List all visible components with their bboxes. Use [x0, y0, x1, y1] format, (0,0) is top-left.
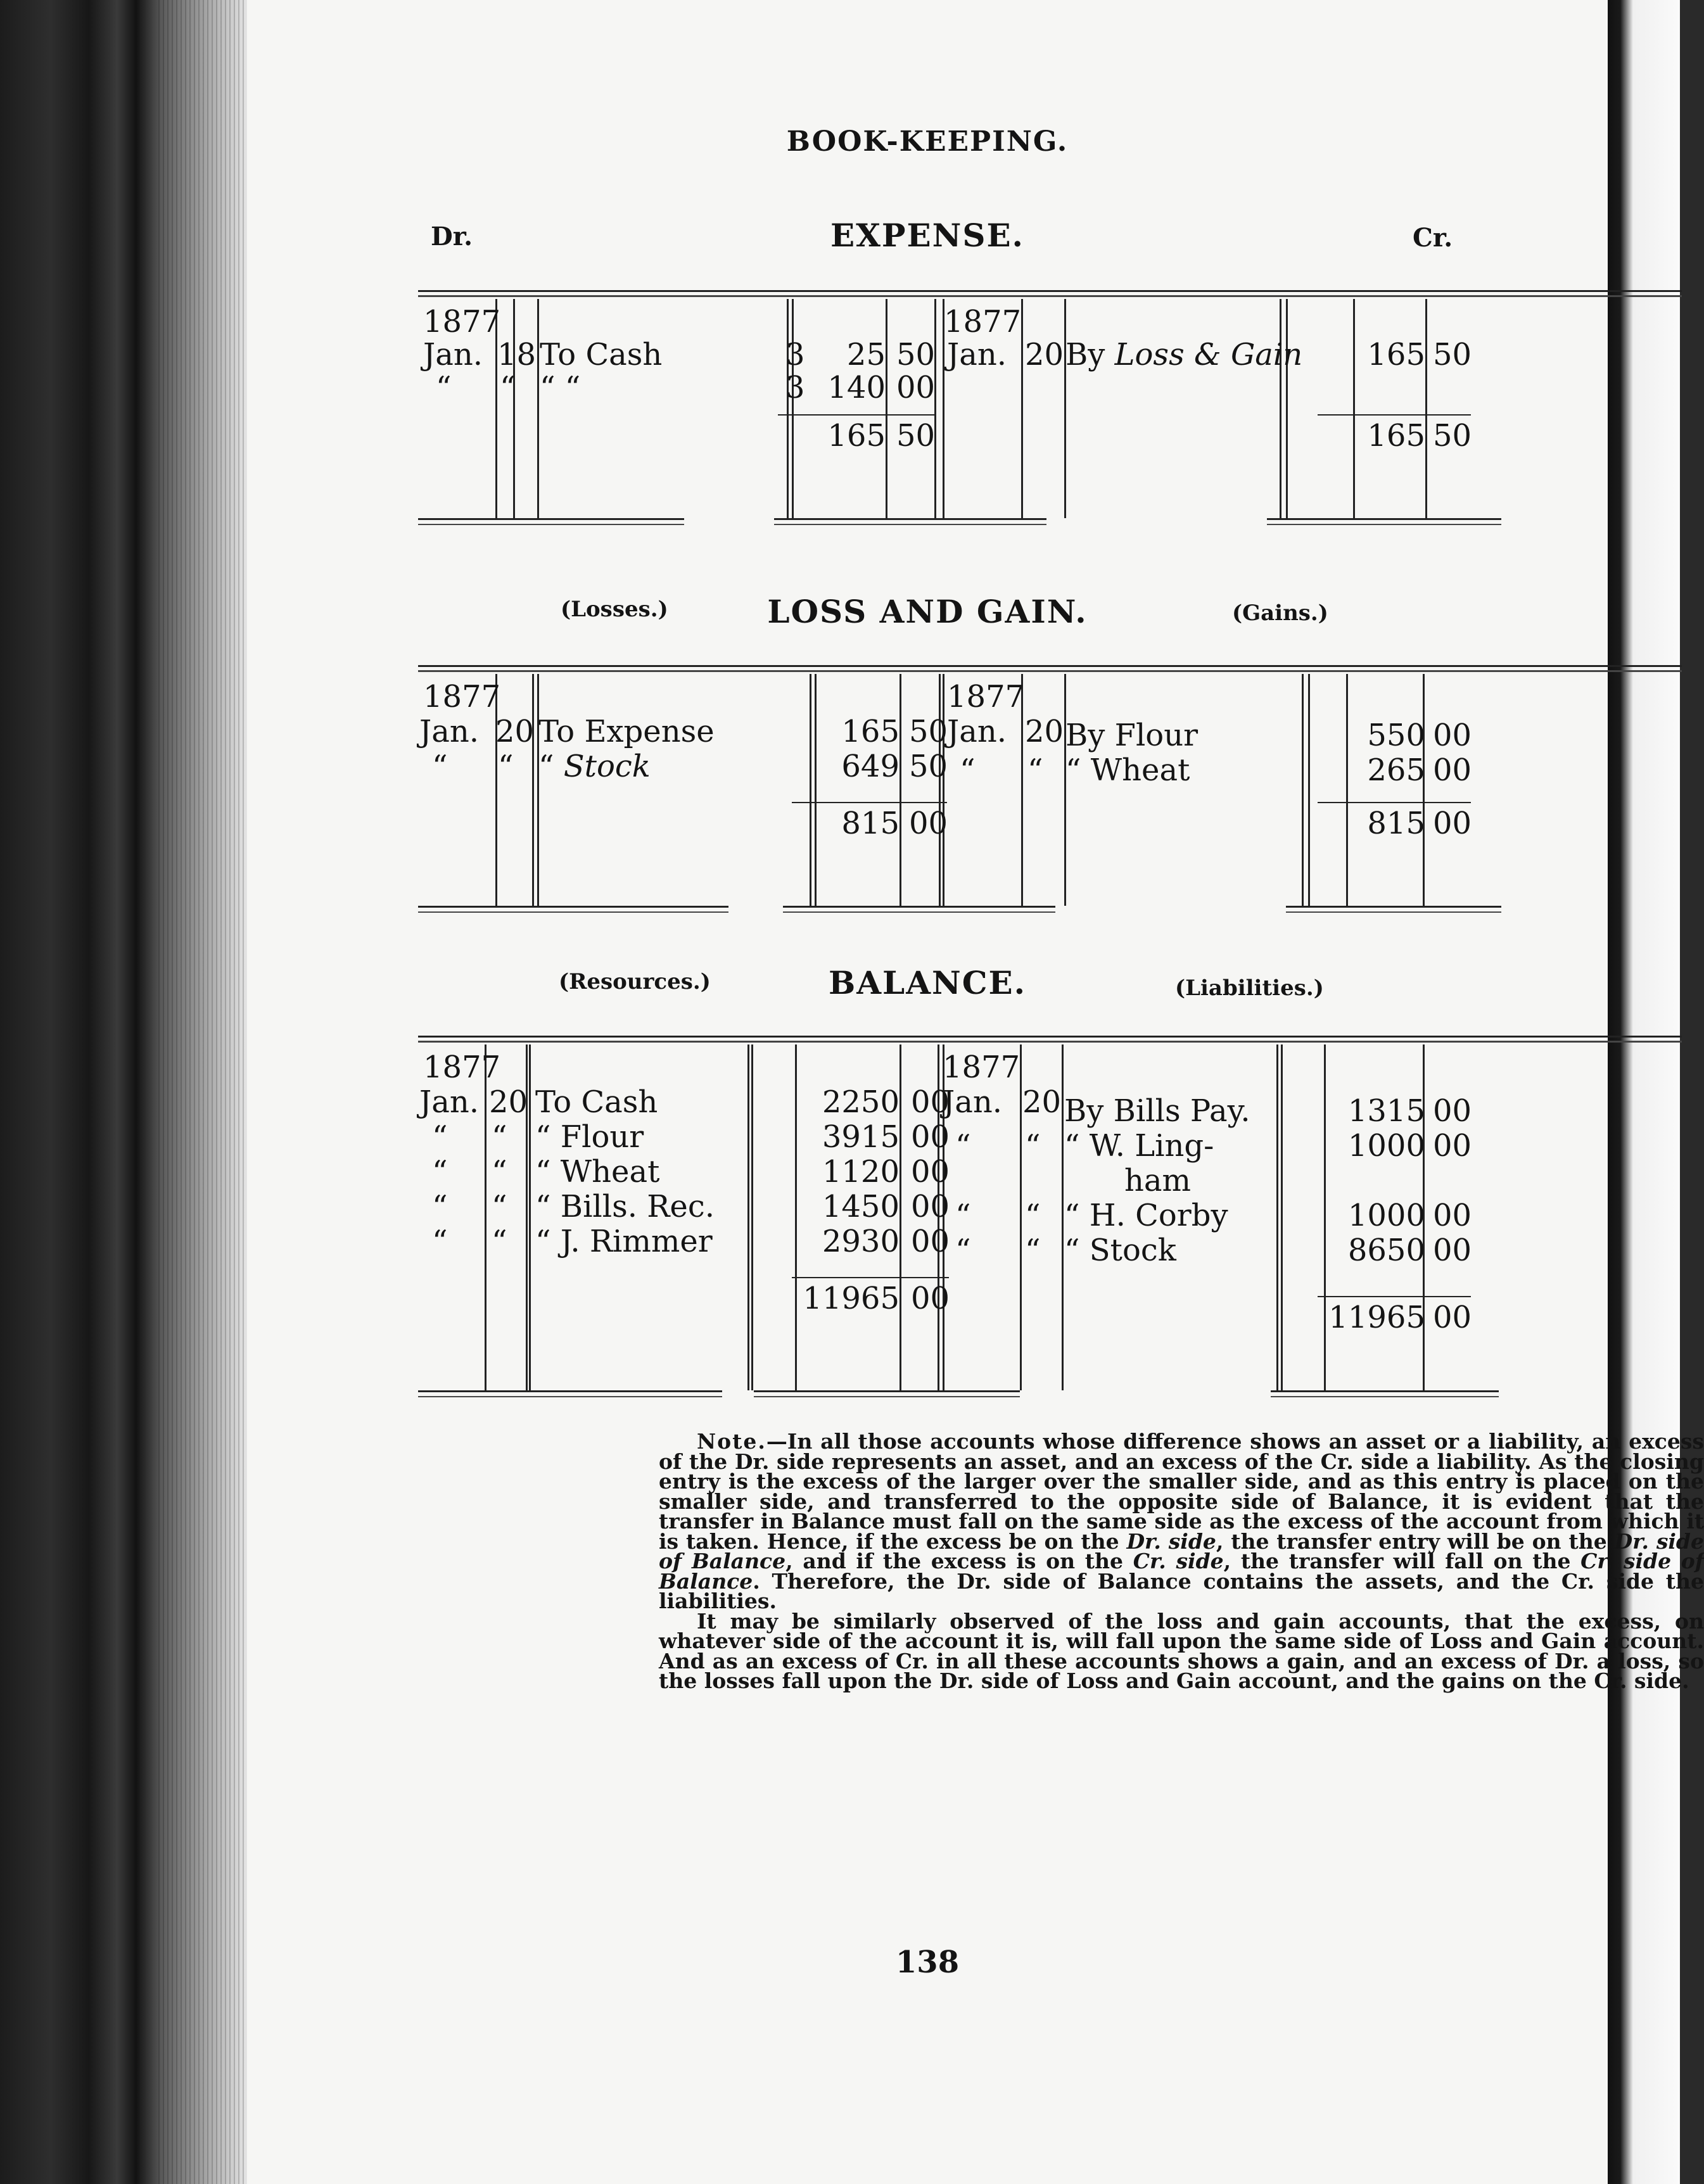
- cr-day-ditto: “: [1027, 752, 1043, 788]
- cr-dollars: 1000: [1347, 1198, 1425, 1233]
- ledger-bottom-rule: [783, 906, 1055, 908]
- dr-day-ditto: “: [498, 749, 514, 784]
- dr-dollars: 165: [841, 714, 900, 749]
- dr-entry-text: “ Flour: [535, 1119, 644, 1155]
- dr-day: 18: [497, 337, 537, 372]
- dr-cents: 00: [911, 1119, 950, 1155]
- ledger-column-line: [537, 674, 539, 906]
- dr-total-dollars: 11965: [803, 1281, 900, 1316]
- cr-cents: 00: [1433, 718, 1472, 753]
- cr-entry-text: “ H. Corby: [1064, 1198, 1228, 1233]
- ledger-column-line: [815, 674, 817, 906]
- cr-month-ditto: “: [955, 1128, 971, 1164]
- dr-dollars: 2930: [822, 1224, 900, 1259]
- dr-year: 1877: [423, 679, 501, 714]
- ledger-column-line: [1308, 674, 1310, 906]
- cr-month: Jan.: [947, 714, 1007, 749]
- cr-dollars: 1315: [1347, 1093, 1425, 1129]
- ledger-column-line: [1280, 299, 1281, 518]
- cr-dollars: 165: [1367, 337, 1425, 372]
- dr-year: 1877: [423, 304, 501, 340]
- cr-year: 1877: [944, 304, 1022, 340]
- note-paragraph-2: It may be similarly observed of the loss and gain accounts, that the excess, on whatever side of the account it is, will fall upon the same side of Loss and Gain account. And as an excess of Cr. in all these accounts shows a gain, and an excess of Dr. a loss, so the losses fall upon the Dr. side of Loss and Gain account, and the gains on the Cr. side.: [659, 1608, 1704, 1693]
- ledger-column-line: [934, 299, 936, 518]
- ledger-top-rule: [418, 665, 1682, 667]
- cr-entry-text: By Flour: [1065, 718, 1199, 753]
- book-spine: [0, 0, 247, 2184]
- ledger-column-line: [900, 674, 901, 906]
- cr-dollars: 8650: [1347, 1233, 1425, 1268]
- dr-day-ditto: “: [492, 1119, 507, 1155]
- running-head: BOOK-KEEPING.: [786, 125, 1069, 158]
- dr-entry-text: “ Bills. Rec.: [535, 1189, 715, 1224]
- ledger-bottom-rule: [1286, 906, 1501, 908]
- ledger-bottom-rule: [418, 906, 728, 908]
- ledger-bottom-rule: [418, 1390, 722, 1392]
- ledger-bottom-rule: [1271, 1390, 1499, 1392]
- dr-cents: 50: [909, 749, 948, 784]
- cr-day: 20: [1022, 1084, 1062, 1120]
- cr-total-rule: [1318, 414, 1471, 416]
- ledger-column-line: [943, 674, 944, 906]
- cr-cents: 00: [1433, 1093, 1472, 1129]
- dr-total-rule: [792, 1277, 949, 1278]
- ledger-column-line: [537, 299, 539, 518]
- explanatory-note: [659, 1429, 1704, 1693]
- book-page: [247, 0, 1704, 2184]
- dr-cents: 00: [911, 1224, 950, 1259]
- dr-entry-text: To Cash: [535, 1084, 658, 1120]
- cr-total-dollars: 815: [1367, 806, 1425, 841]
- cr-day-ditto: “: [1025, 1198, 1041, 1233]
- dr-entry-text: “ Wheat: [535, 1154, 660, 1190]
- losses-caption: (Losses.): [561, 597, 668, 622]
- cr-day: 20: [1025, 714, 1064, 749]
- cr-day-ditto: “: [1025, 1233, 1041, 1268]
- cr-cents: 00: [1433, 1128, 1472, 1164]
- ledger-bottom-rule: [1267, 518, 1501, 520]
- ledger-column-line: [1020, 1044, 1022, 1390]
- cr-total-dollars: 11965: [1328, 1300, 1425, 1335]
- cr-entry-text: “ W. Ling-: [1064, 1128, 1214, 1164]
- loss-gain-ledger: [418, 665, 1682, 906]
- ledger-bottom-rule: [418, 518, 684, 520]
- ledger-column-line: [792, 299, 794, 518]
- ledger-column-line: [1286, 299, 1288, 518]
- ledger-column-line: [939, 674, 941, 906]
- dr-label: Dr.: [431, 222, 473, 251]
- dr-folio: 3: [785, 337, 805, 372]
- dr-dollars: 3915: [822, 1119, 900, 1155]
- dr-total-rule: [792, 802, 947, 803]
- note-paragraph-1: Note.—In all those accounts whose difference shows an asset or a liability, an excess of the Dr. side represents an asset, and an excess of the Cr. side a liability. As the closing entry is the excess of the larger over the smaller side, and as this entry is placed on the smaller side, and transferred to the opposite side of Balance, it is evident that the transfer in Balance must fall on the same side as the excess of the account from which it is taken. Hence, if the excess be on the Dr. side, the transfer entry will be on the Dr. side of Balance, and if the excess is on the Cr. side, the transfer will fall on the Cr. side of Balance. Therefore, the Dr. side of Balance contains the assets, and the Cr. side the liabilities.: [659, 1429, 1704, 1613]
- dr-month: Jan.: [419, 714, 480, 749]
- dr-month-ditto: “: [432, 1119, 448, 1155]
- ledger-column-line: [1276, 1044, 1278, 1390]
- ledger-column-line: [532, 674, 534, 906]
- cr-year: 1877: [947, 679, 1025, 714]
- cr-month-ditto: “: [960, 752, 976, 788]
- dr-day: 20: [495, 714, 535, 749]
- cr-cents: 00: [1433, 752, 1472, 788]
- cr-month-ditto: “: [955, 1233, 971, 1268]
- cr-entry-text: “ Wheat: [1065, 752, 1190, 788]
- ledger-column-line: [810, 674, 811, 906]
- ledger-column-line: [1353, 299, 1355, 518]
- dr-total-rule: [778, 414, 934, 416]
- dr-entry-text: To Cash: [540, 337, 663, 372]
- ledger-top-rule: [418, 290, 1682, 292]
- cr-entry-text: By Loss & Gain: [1065, 337, 1303, 372]
- ledger-column-line: [485, 1044, 486, 1390]
- resources-caption: (Resources.): [559, 969, 711, 994]
- ledger-column-line: [529, 1044, 531, 1390]
- dr-dollars: 25: [846, 337, 886, 372]
- dr-cents: 00: [911, 1084, 950, 1120]
- dr-total-cents: 00: [909, 806, 948, 841]
- cr-total-cents: 00: [1433, 806, 1472, 841]
- cr-month: Jan.: [943, 1084, 1003, 1120]
- loss-gain-title: LOSS AND GAIN.: [767, 593, 1088, 630]
- ledger-column-line: [1423, 674, 1425, 906]
- cr-dollars: 265: [1367, 752, 1425, 788]
- dr-month: Jan.: [419, 1084, 480, 1120]
- dr-month-ditto: “: [432, 1224, 448, 1259]
- note-heading: Note.: [697, 1429, 766, 1454]
- ledger-column-line: [747, 1044, 749, 1390]
- dr-cents: 00: [896, 370, 936, 405]
- dr-month-ditto: “: [436, 370, 452, 405]
- dr-entry-text: “ Stock: [538, 749, 651, 784]
- cr-day-ditto: “: [1025, 1128, 1041, 1164]
- dr-total-dollars: 165: [827, 418, 886, 454]
- dr-total-cents: 50: [896, 418, 936, 454]
- ledger-column-line: [1425, 299, 1427, 518]
- dr-day-ditto: “: [500, 370, 516, 405]
- ledger-bottom-rule: [774, 518, 1046, 520]
- cr-total-rule: [1318, 802, 1471, 803]
- cr-cents: 50: [1433, 337, 1472, 372]
- cr-month: Jan.: [947, 337, 1007, 372]
- dr-dollars: 1450: [822, 1189, 900, 1224]
- expense-title: EXPENSE.: [830, 217, 1024, 254]
- cr-total-rule: [1318, 1296, 1471, 1297]
- ledger-column-line: [1346, 674, 1348, 906]
- dr-month-ditto: “: [432, 1189, 448, 1224]
- dr-month-ditto: “: [432, 1154, 448, 1190]
- dr-cents: 50: [896, 337, 936, 372]
- cr-entry-text: “ Stock: [1064, 1233, 1176, 1268]
- dr-year: 1877: [423, 1050, 501, 1085]
- dr-day: 20: [489, 1084, 528, 1120]
- dr-month-ditto: “: [432, 749, 448, 784]
- page-edges: [158, 0, 247, 2184]
- dr-dollars: 649: [841, 749, 900, 784]
- cr-total-cents: 00: [1433, 1300, 1472, 1335]
- cr-dollars: 550: [1367, 718, 1425, 753]
- dr-folio: 3: [785, 370, 805, 405]
- dr-total-cents: 00: [911, 1281, 950, 1316]
- ledger-column-line: [1064, 299, 1066, 518]
- ledger-column-line: [900, 1044, 901, 1390]
- ledger-column-line: [751, 1044, 753, 1390]
- cr-entry-text: ham: [1124, 1163, 1192, 1198]
- dr-cents: 00: [911, 1189, 950, 1224]
- cr-cents: 00: [1433, 1233, 1472, 1268]
- dr-dollars: 1120: [822, 1154, 900, 1190]
- dr-dollars: 140: [827, 370, 886, 405]
- cr-cents: 00: [1433, 1198, 1472, 1233]
- liabilities-caption: (Liabilities.): [1175, 975, 1324, 1001]
- dr-day-ditto: “: [492, 1189, 507, 1224]
- cr-day: 20: [1025, 337, 1064, 372]
- ledger-column-line: [1302, 674, 1304, 906]
- dr-day-ditto: “: [492, 1154, 507, 1190]
- dr-entry-text: To Expense: [538, 714, 715, 749]
- ledger-column-line: [1062, 1044, 1064, 1390]
- cr-entry-text: By Bills Pay.: [1064, 1093, 1250, 1129]
- cr-month-ditto: “: [955, 1198, 971, 1233]
- cr-total-dollars: 165: [1367, 418, 1425, 454]
- gains-caption: (Gains.): [1232, 600, 1328, 626]
- page-number: 138: [895, 1945, 960, 1980]
- cr-total-cents: 50: [1433, 418, 1472, 454]
- cr-year: 1877: [943, 1050, 1020, 1085]
- ledger-column-line: [1281, 1044, 1283, 1390]
- ledger-column-line: [886, 299, 887, 518]
- ledger-top-rule: [418, 1036, 1682, 1038]
- dr-entry-text: “ “: [540, 370, 581, 405]
- ledger-column-line: [513, 299, 515, 518]
- ledger-bottom-rule: [754, 1390, 1020, 1392]
- cr-dollars: 1000: [1347, 1128, 1425, 1164]
- ledger-column-line: [1021, 299, 1023, 518]
- dr-dollars: 2250: [822, 1084, 900, 1120]
- balance-title: BALANCE.: [828, 964, 1027, 1001]
- dr-cents: 00: [911, 1154, 950, 1190]
- dr-total-dollars: 815: [841, 806, 900, 841]
- expense-ledger: [418, 290, 1682, 518]
- dr-entry-text: “ J. Rimmer: [535, 1224, 713, 1259]
- ledger-column-line: [1064, 674, 1066, 906]
- cr-label: Cr.: [1413, 223, 1453, 253]
- dr-day-ditto: “: [492, 1224, 507, 1259]
- dr-cents: 50: [909, 714, 948, 749]
- ledger-column-line: [787, 299, 789, 518]
- dr-month: Jan.: [423, 337, 483, 372]
